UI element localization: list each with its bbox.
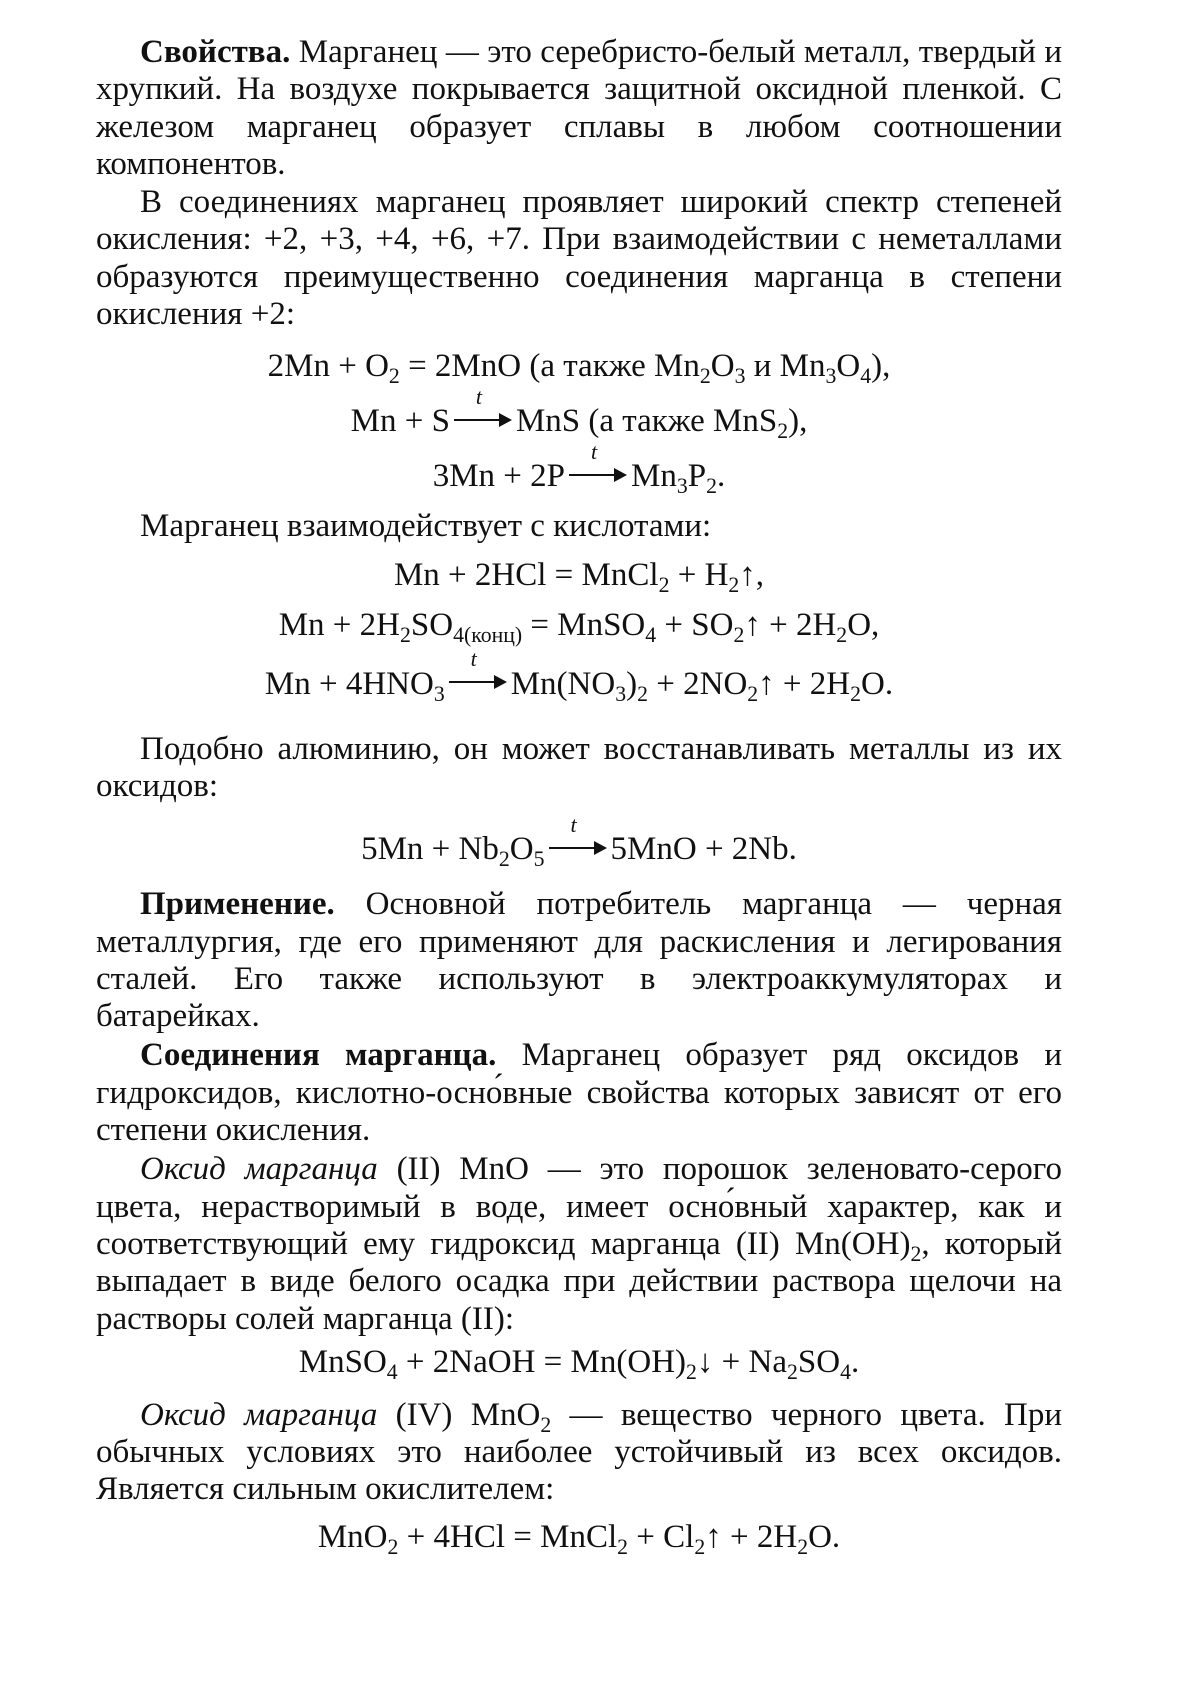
equation-mn-nb2o5: $5Mn + Nb_2O_5$ t 5MnO + 2Nb. — [361, 811, 797, 872]
paragraph-compounds: Соединения марганца. Марганец образует ряд оксидов и гидроксидов, кислотно-осно́вные свойства которых зависят от его степени окисления. — [96, 1037, 1062, 1149]
equation-mn-hno3: $Mn + 4HNO_3$ t $Mn(NO_3)_2$ + $2NO_2↑ + 2H_2O$. — [264, 646, 894, 706]
term-manganese-oxide-ii: Оксид марганца — [140, 1151, 378, 1188]
paragraph-mno2: Оксид марганца (IV) MnO$_2$ — вещество черного цвета. При обычных условиях это наиболее устойчивый из всех оксидов. Является сильным окислителем: — [96, 1396, 1062, 1508]
heat-arrow-icon: t — [449, 672, 507, 692]
paragraph-mno: Оксид марганца (II) MnO — это порошок зеленовато-серого цвета, нерастворимый в воде, имеет осно́вный характер, как и соответствующий ему гидроксид марганца (II) $Mn(OH)_2$, который выпадает в виде белого осадка при действии раствора щелочи на растворы солей марганца (II): — [96, 1151, 1062, 1337]
heat-arrow-icon: t — [549, 838, 607, 858]
paragraph-properties: Свойства. Марганец — это серебристо-белый металл, твердый и хрупкий. На воздухе покрывается защитной оксидной пленкой. С железом марганец образует сплавы в любом соотношении компонентов. — [96, 34, 1062, 182]
paragraph-acids: Марганец взаимодействует с кислотами: — [140, 508, 712, 545]
paragraph-reduction: Подобно алюминию, он может восстанавливать металлы из их оксидов: — [96, 730, 1062, 804]
heat-arrow-icon: t — [454, 410, 512, 430]
heading-properties: Свойства. — [140, 34, 291, 70]
equation-mn-h2so4: $Mn + 2H_2SO_{4(конц)}$ = MnSO$_4$ + $SO_2↑ + 2H_2O$, — [278, 606, 880, 647]
equation-mn-sulfur: Mn + S t MnS (а также MnS$_2$), — [350, 383, 808, 444]
heading-application: Применение. — [140, 886, 335, 923]
equation-mn-oxygen: $2Mn + O_2 = 2MnO$ (а также $Mn_2O_3$ и $Mn_3O_4$), — [267, 348, 891, 389]
paragraph-application: Применение. Основной потребитель марганца — черная металлургия, где его применяют для раскисления и легирования сталей. Его также используют в электроаккумуляторах и батарейках. — [96, 886, 1062, 1035]
paragraph-oxidation-states: В соединениях марганец проявляет широкий спектр степеней окисления: +2, +3, +4, +6, +7. При взаимодействии с неметаллами образуются преимущественно соединения марганца в степени окисления +2: — [96, 184, 1062, 333]
equation-mn-hcl: Mn + 2HCl = MnCl$_2$ + $H_2↑$, — [393, 556, 765, 597]
equation-mn-phosphorus: 3Mn + 2P t $Mn_3P_2$. — [432, 438, 726, 499]
heat-arrow-icon: t — [569, 465, 627, 485]
equation-mnso4-naoh: MnSO$_4$ + 2NaOH = $Mn(OH)_2↓ + Na_2SO_4$. — [298, 1343, 860, 1384]
term-manganese-oxide-iv: Оксид марганца — [140, 1396, 378, 1433]
heading-compounds: Соединения марганца. — [140, 1037, 497, 1074]
equation-mno2-hcl: MnO$_2$ + 4HCl = MnCl$_2$ + $Cl_2↑ + 2H_2O$. — [317, 1518, 841, 1559]
